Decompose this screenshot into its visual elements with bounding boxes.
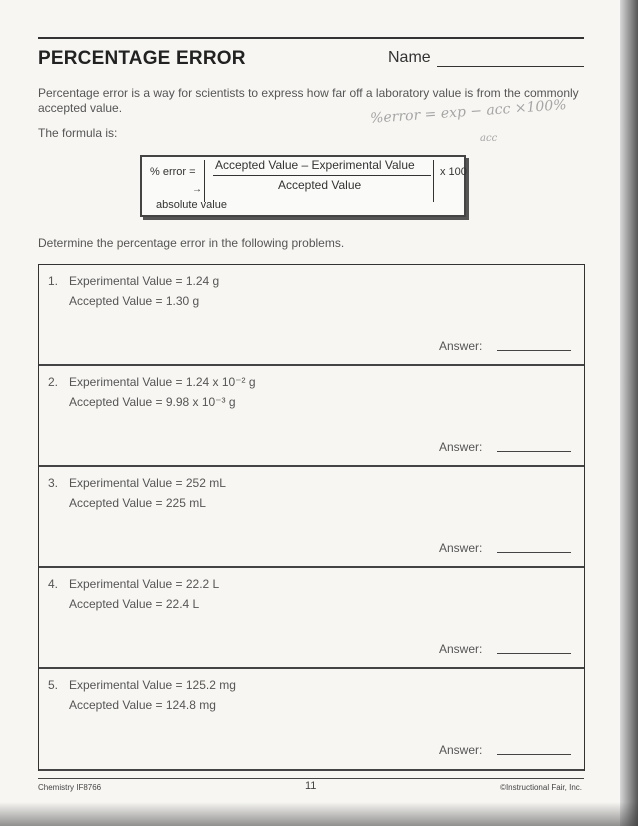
formula-pct-error: % error = [150, 166, 196, 178]
answer-label: Answer: [439, 339, 483, 353]
problem-row [39, 669, 584, 771]
scan-bottom-shadow [0, 802, 638, 826]
name-label: Name [388, 49, 431, 66]
experimental-value: Experimental Value = 252 mL [69, 476, 226, 490]
problem-number: 2. [48, 375, 59, 389]
formula-times-100: x 100 [440, 166, 467, 178]
experimental-value: Experimental Value = 125.2 mg [69, 678, 236, 692]
handwritten-note: %error = exp − acc ×100% [369, 97, 568, 127]
problem-row [39, 467, 584, 568]
footer-copyright: ©Instructional Fair, Inc. [500, 783, 582, 792]
problem-row [39, 366, 584, 467]
page-number: 11 [305, 780, 317, 792]
problem-number: 1. [48, 274, 59, 288]
header-rule [38, 37, 584, 39]
experimental-value: Experimental Value = 1.24 g [69, 274, 220, 288]
absolute-bar-right [433, 160, 434, 202]
problems-table [38, 264, 585, 771]
experimental-value: Experimental Value = 22.2 L [69, 577, 220, 591]
intro-text: Percentage error is a way for scientists to express how far off a laboratory value is from the commonly accepted value. [38, 86, 579, 115]
accepted-value: Accepted Value = 1.30 g [69, 294, 200, 308]
problem-row [39, 568, 584, 669]
page-title: PERCENTAGE ERROR [38, 48, 246, 69]
answer-field[interactable] [497, 552, 571, 553]
accepted-value: Accepted Value = 22.4 L [69, 597, 200, 611]
problem-number: 5. [48, 678, 59, 692]
formula-label: The formula is: [38, 126, 118, 140]
absolute-value-label: absolute value [156, 199, 227, 211]
absolute-bar-left [204, 160, 205, 202]
accepted-value: Accepted Value = 225 mL [69, 496, 206, 510]
arrow-icon: → [192, 184, 202, 195]
accepted-value: Accepted Value = 124.8 mg [69, 698, 216, 712]
answer-field[interactable] [497, 451, 571, 452]
answer-field[interactable] [497, 754, 571, 755]
answer-label: Answer: [439, 743, 483, 757]
handwritten-note-denominator: acc [480, 133, 498, 144]
answer-label: Answer: [439, 541, 483, 555]
accepted-value: Accepted Value = 9.98 x 10⁻³ g [69, 395, 236, 409]
problem-row [39, 265, 584, 366]
problem-number: 4. [48, 577, 59, 591]
experimental-value: Experimental Value = 1.24 x 10⁻² g [69, 375, 256, 389]
answer-field[interactable] [497, 350, 571, 351]
footer-rule [38, 778, 584, 779]
formula-denominator: Accepted Value [278, 178, 362, 192]
name-field-line[interactable] [437, 66, 584, 67]
formula-numerator: Accepted Value – Experimental Value [215, 158, 415, 172]
answer-label: Answer: [439, 440, 483, 454]
instructions-text: Determine the percentage error in the following problems. [38, 236, 345, 250]
page-binding-shadow [620, 0, 638, 826]
fraction-line [213, 175, 431, 176]
footer-book-code: Chemistry IF8766 [38, 783, 102, 792]
answer-field[interactable] [497, 653, 571, 654]
problem-number: 3. [48, 476, 59, 490]
answer-label: Answer: [439, 642, 483, 656]
